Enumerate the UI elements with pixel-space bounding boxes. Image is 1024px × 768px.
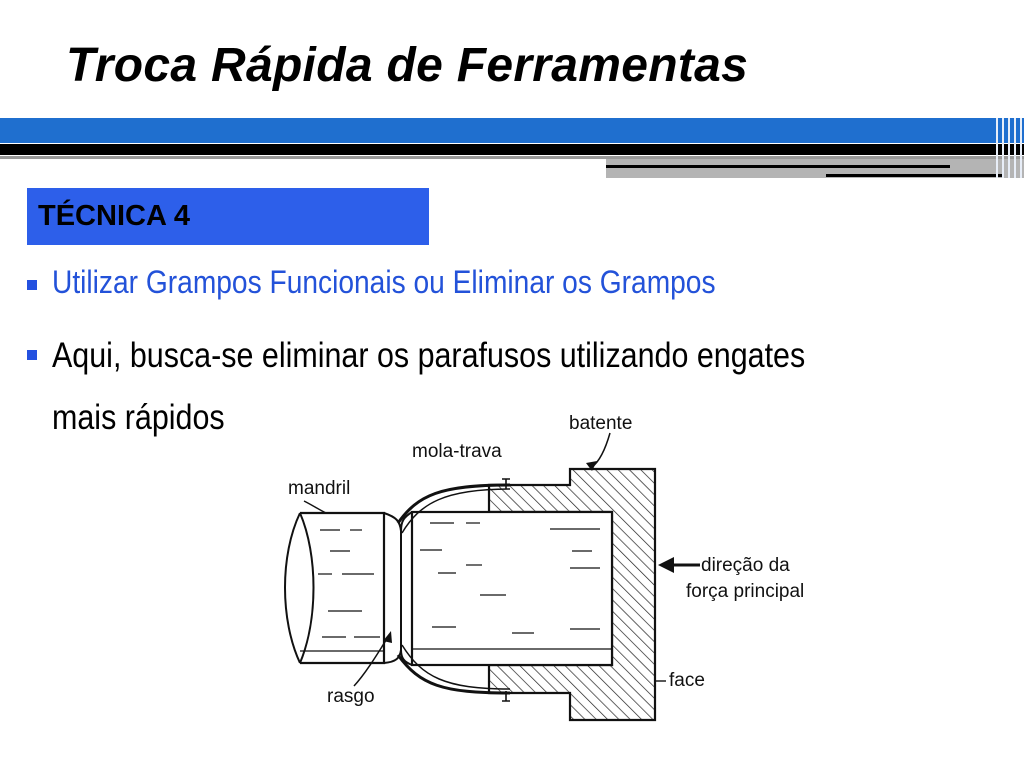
bullet-text-2-line-1: Aqui, busca-se eliminar os parafusos utilizando engates bbox=[52, 336, 806, 375]
header-stripes bbox=[994, 118, 1024, 178]
bullet-square-icon bbox=[27, 350, 37, 360]
section-label: TÉCNICA 4 bbox=[38, 200, 190, 232]
label-face: face bbox=[669, 670, 705, 691]
workpiece-block bbox=[412, 512, 612, 665]
slide-title: Troca Rápida de Ferramentas bbox=[66, 39, 749, 92]
header-accent-line-short bbox=[826, 174, 1004, 177]
header-accent-line bbox=[606, 165, 950, 168]
header-bar-black bbox=[0, 144, 1024, 155]
header-bar-blue bbox=[0, 118, 1024, 143]
bullet-square-icon bbox=[27, 280, 37, 290]
section-label-box bbox=[27, 188, 429, 245]
quick-clamp-diagram bbox=[270, 405, 840, 735]
label-mola-trava: mola-trava bbox=[412, 441, 502, 462]
bullet-text-2-line-2: mais rápidos bbox=[52, 398, 225, 437]
bullet-text-1: Utilizar Grampos Funcionais ou Eliminar os Grampos bbox=[52, 264, 716, 300]
label-direcao-line1: direção da bbox=[701, 555, 790, 576]
label-direcao-line2: força principal bbox=[686, 581, 805, 602]
label-rasgo: rasgo bbox=[327, 686, 375, 707]
label-mandril: mandril bbox=[288, 478, 351, 499]
leader-mandril bbox=[304, 501, 326, 513]
label-batente: batente bbox=[569, 413, 633, 434]
force-direction-arrow bbox=[658, 557, 700, 573]
